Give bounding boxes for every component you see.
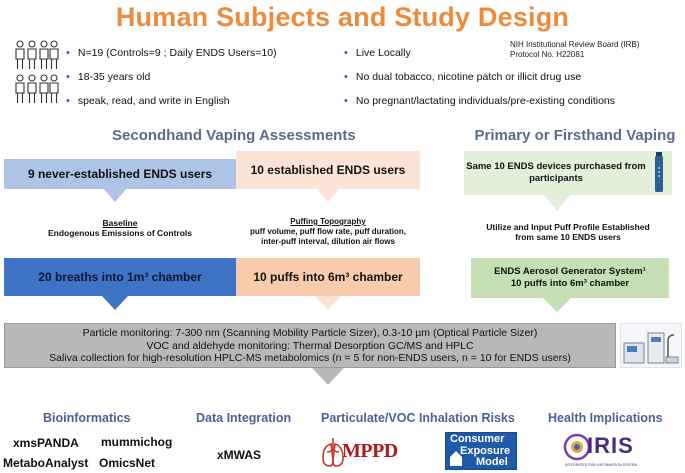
bullet-item: • 18-35 years old [66, 71, 151, 83]
mppd-logo: MPPD [322, 436, 408, 470]
firsthand-heading: Primary or Firsthand Vaping [474, 127, 676, 144]
ends-devices-box: Same 10 ENDS devices purchased from participants [464, 151, 672, 195]
house-icon [449, 449, 463, 467]
arrow-down-icon [315, 296, 341, 310]
health-implications-heading: Health Implications [548, 411, 663, 425]
arrow-down-icon [102, 296, 128, 310]
lab-instrument-icon [620, 323, 682, 368]
bullet-item: • N=19 (Controls=9 ; Daily ENDS Users=10) [66, 47, 277, 59]
data-integration-heading: Data Integration [196, 411, 292, 425]
tool-xmspanda: xmsPANDA [13, 436, 79, 450]
never-established-users-box: 9 never-established ENDS users [4, 159, 236, 189]
aerosol-generator-box: ENDS Aerosol Generator System¹ 10 puffs into 6m³ chamber [471, 258, 669, 298]
established-users-box: 10 established ENDS users [236, 151, 420, 189]
arrow-down-icon [316, 188, 340, 202]
puffing-topography-label: Puffing Topography puff volume, puff flow rate, puff duration, inter-puff interval, dilution air flows [250, 217, 406, 246]
bioinformatics-heading: Bioinformatics [43, 411, 131, 425]
secondhand-heading: Secondhand Vaping Assessments [112, 127, 356, 144]
ends-chamber-box: 10 puffs into 6m³ chamber [236, 258, 420, 296]
bullet-item: • No pregnant/lactating individuals/pre-existing conditions [344, 95, 616, 107]
control-chamber-box: 20 breaths into 1m³ chamber [4, 258, 236, 296]
page-title: Human Subjects and Study Design [115, 2, 570, 32]
cem-logo: Consumer Exposure Model [445, 432, 517, 470]
tool-omicsnet: OmicsNet [99, 456, 156, 470]
puff-profile-label: Utilize and Input Puff Profile Established from same 10 ENDS users [486, 222, 650, 242]
irb-info: NIH Institutional Review Board (IRB) Protocol No. H22081 [510, 40, 640, 59]
tool-mummichog: mummichog [101, 435, 173, 449]
bullet-item: • speak, read, and write in English [66, 95, 230, 107]
arrow-down-icon [103, 188, 127, 202]
bullet-item: • No dual tobacco, nicotine patch or illicit drug use [344, 71, 582, 83]
baseline-label: Baseline Endogenous Emissions of Controls [47, 218, 193, 238]
tool-metaboanalyst: MetaboAnalyst [3, 456, 89, 470]
arrow-down-icon [312, 368, 344, 385]
iris-logo: IRIS INTEGRATED RISK INFORMATION SYSTEM [563, 431, 643, 471]
inhalation-risks-heading: Particulate/VOC Inhalation Risks [321, 411, 515, 425]
monitoring-bar: Particle monitoring: 7-300 nm (Scanning Mobility Particle Sizer), 0.3-10 µm (Optical Particle Sizer) VOC and aldehyde monitoring: Thermal Desorption GC/MS and HPLC Saliva collection for high-resolution HPLC-MS metabolomics (n = 5 for non-ENDS users, n = 10 for ENDS users) [4, 323, 616, 368]
bullet-item: • Live Locally [344, 47, 411, 59]
tool-xmwas: xMWAS [217, 448, 262, 462]
vape-pen-icon [652, 152, 666, 194]
arrow-down-icon [544, 195, 570, 211]
arrow-down-icon [543, 298, 571, 312]
